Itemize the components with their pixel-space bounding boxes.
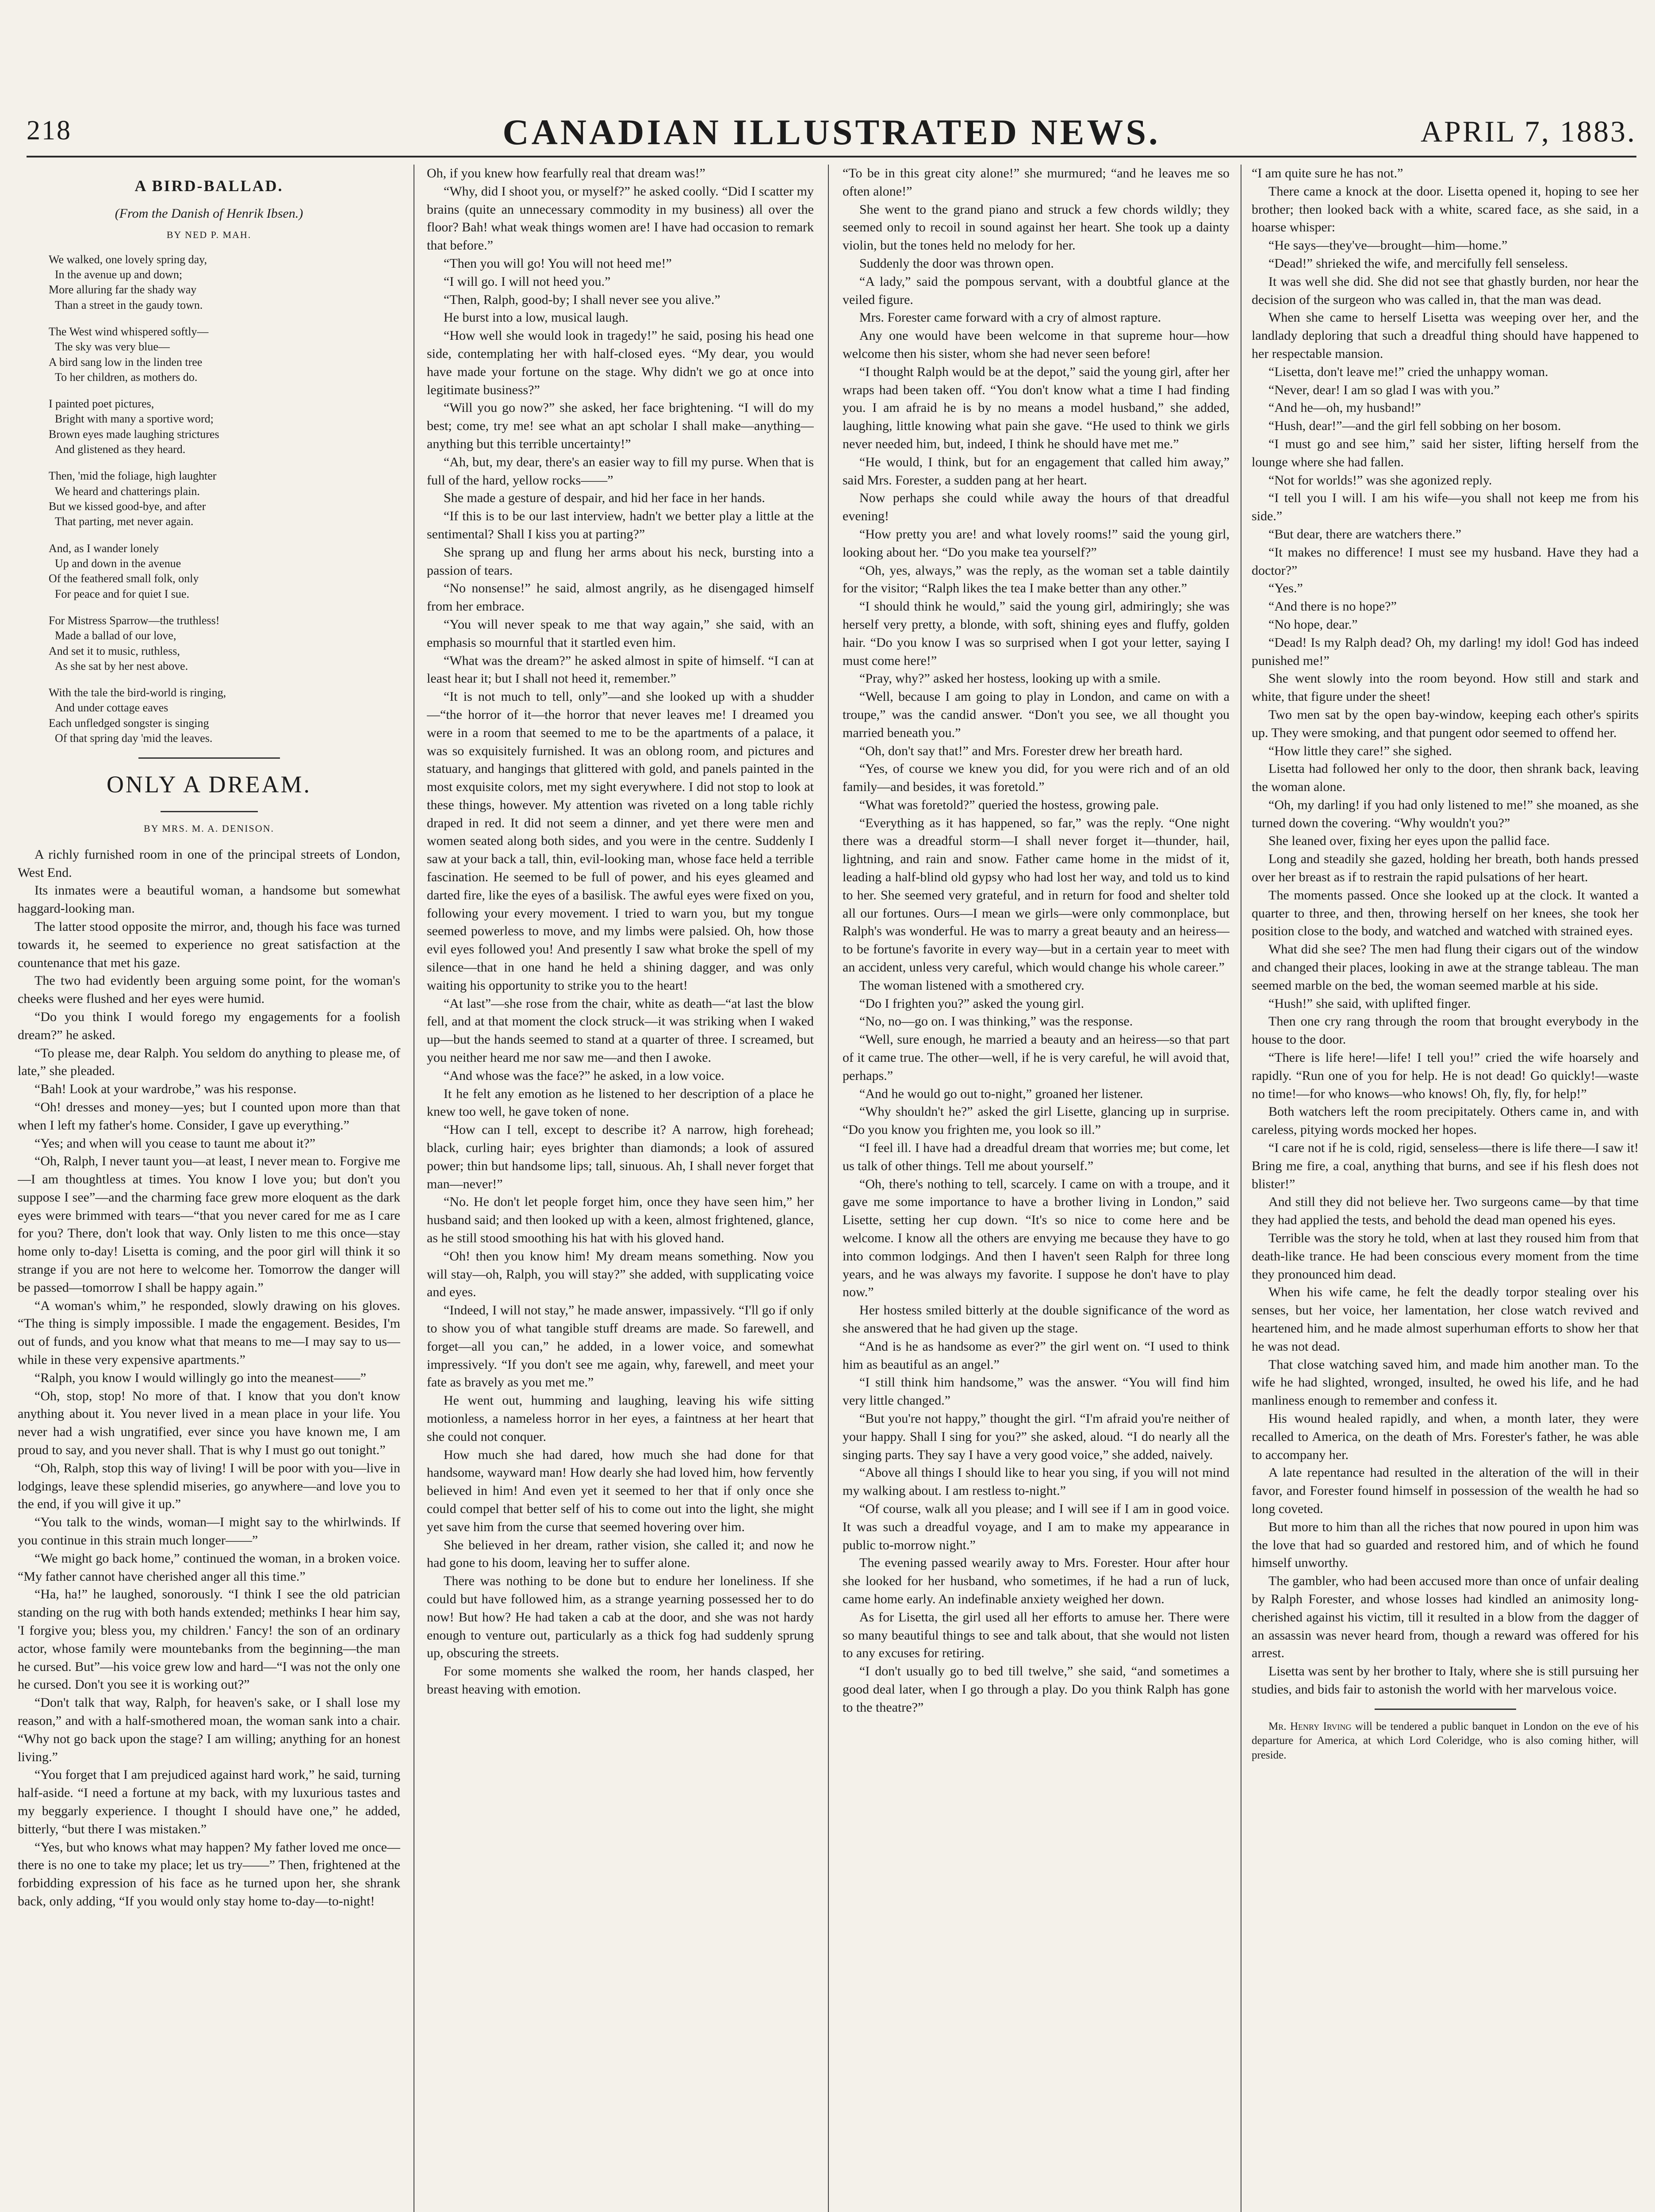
- story-paragraph: And still they did not believe her. Two surgeons came—by that time they had applied the tests, and behold the dead man opened his eyes.: [1252, 1194, 1639, 1228]
- poem-line: And glistened as they heard.: [55, 443, 186, 456]
- story-paragraph: “You forget that I am prejudiced against hard work,” he said, turning half-aside. “I need a fortune at my back, with my luxurious tastes and my beggarly experience. I thought I should have one,” he added, bitterly, “but there I was mistaken.”: [18, 1767, 400, 1836]
- story-paragraph: The two had evidently been arguing some point, for the woman's cheeks were flushed and her eyes were humid.: [18, 973, 400, 1006]
- story-paragraph: She sprang up and flung her arms about his neck, bursting into a passion of tears.: [427, 545, 814, 578]
- story-paragraph: But more to him than all the riches that now poured in upon him was the love that had so guarded and restored him, and of which he found himself unworthy.: [1252, 1519, 1639, 1571]
- story-paragraph: “Why, did I shoot you, or myself?” he asked coolly. “Did I scatter my brains (quite an unnecessary commodity in my business) all over the floor? Bah! what weak things women are! I have had occasion to remark that before.”: [427, 184, 814, 253]
- story-paragraph: How much she had dared, how much she had done for that handsome, wayward man! How dearly she had loved him, how fervently believed in him! And even yet it seemed to her that if only once she could compel that better self of his to come out into the light, she might yet save him from the curse that seemed hovering over him.: [427, 1447, 814, 1534]
- story-paragraph: “Not for worlds!” was she agonized reply.: [1268, 472, 1492, 488]
- poem-line: The West wind whispered softly—: [49, 325, 209, 338]
- poem-line: Of that spring day 'mid the leaves.: [55, 732, 213, 745]
- story-paragraph: “But you're not happy,” thought the girl. “I'm afraid you're neither of your happy. Shall I sing for you?” she asked, aloud. “I do nearly all the singing parts. They say I have a very good voice,” she added, naively.: [843, 1411, 1230, 1462]
- poem-line: I painted poet pictures,: [49, 397, 154, 411]
- story-paragraph: “Why shouldn't he?” asked the girl Lisette, glancing up in surprise. “Do you know you frighten me, you look so ill.”: [843, 1104, 1230, 1137]
- story-text: [1252, 165, 1639, 1699]
- story-paragraph: Oh, if you knew how fearfully real that dream was!”: [427, 166, 705, 180]
- story-paragraph: When his wife came, he felt the deadly torpor stealing over his senses, but her voice, her lamentation, her close watch revived and heartened him, and he made almost superhuman efforts to show her that he was not dead.: [1252, 1285, 1639, 1354]
- story-paragraph: “Then you will go! You will not heed me!”: [444, 256, 672, 271]
- story-paragraph: “How can I tell, except to describe it? A narrow, high forehead; black, curling hair; eyes brighter than diamonds; a look of assured power; thin but handsome lips; tall, sinuous. Ah, I shall never forget that man—never!”: [427, 1122, 814, 1191]
- story-paragraph: Long and steadily she gazed, holding her breath, both hands pressed over her breast as if to restrain the rapid pulsations of her heart.: [1252, 852, 1639, 885]
- poem-stanza: [49, 541, 400, 602]
- story-paragraph: Suddenly the door was thrown open.: [859, 256, 1054, 271]
- section-rule: [1375, 1709, 1516, 1710]
- story-paragraph: “What was foretold?” queried the hostess, growing pale.: [859, 797, 1159, 812]
- story-paragraph: “It makes no difference! I must see my husband. Have they had a doctor?”: [1252, 545, 1639, 578]
- poem-stanza: [49, 469, 400, 529]
- poem-line: We walked, one lovely spring day,: [49, 253, 207, 266]
- poem-line: In the avenue up and down;: [55, 268, 183, 281]
- story-paragraph: “Hush, dear!”—and the girl fell sobbing on her bosom.: [1268, 419, 1561, 434]
- ballad-title: A BIRD-BALLAD.: [134, 177, 283, 195]
- story-paragraph: “I am quite sure he has not.”: [1252, 166, 1403, 180]
- irving-notice: [1252, 1720, 1639, 1763]
- poem-line: Each unfledged songster is singing: [49, 716, 209, 730]
- story-paragraph: “Yes.”: [1268, 581, 1303, 596]
- story-paragraph: “Oh, Ralph, stop this way of living! I will be poor with you—live in lodgings, leave these splendid miseries, go anywhere—and love you to the end, if you will give it up.”: [18, 1460, 400, 1512]
- story-text: [843, 165, 1230, 1717]
- story-paragraph: “You talk to the winds, woman—I might say to the whirlwinds. If you continue in this strain much longer——”: [18, 1515, 400, 1548]
- story-paragraph: “No hope, dear.”: [1268, 617, 1358, 632]
- poem-line: But we kissed good-bye, and after: [49, 500, 206, 513]
- story-paragraph: Terrible was the story he told, when at last they roused him from that death-like trance. He had been conscious every moment from the time they pronounced him dead.: [1252, 1231, 1639, 1282]
- column-divider: [828, 165, 829, 2212]
- story-paragraph: “He would, I think, but for an engagement that called him away,” said Mrs. Forester, a sudden pang at her heart.: [843, 454, 1230, 488]
- story-paragraph: The evening passed wearily away to Mrs. Forester. Hour after hour she looked for her husband, who sometimes, if he had a run of luck, came home early. An indefinable anxiety weighed her down.: [843, 1555, 1230, 1606]
- story-paragraph: “How pretty you are! and what lovely rooms!” said the young girl, looking about her. “Do you make tea yourself?”: [843, 526, 1230, 560]
- story-paragraph: Any one would have been welcome in that supreme hour—how welcome then his sister, whom she had never seen before!: [843, 328, 1230, 361]
- story-paragraph: “Ralph, you know I would willingly go into the meanest——”: [34, 1370, 366, 1385]
- poem-line: A bird sang low in the linden tree: [49, 355, 203, 369]
- story-paragraph: “I thought Ralph would be at the depot,” said the young girl, after her wraps had been taken off. “You don't know what a time I had finding you. I am afraid he is by no means a model husband,” she added, laughing, little knowing what pain she gave. “He used to think we girls never needed him, but, indeed, I think he should have met me.”: [843, 364, 1230, 451]
- story-byline: BY MRS. M. A. DENISON.: [143, 822, 274, 834]
- masthead: [27, 106, 1636, 155]
- story-paragraph: “Indeed, I will not stay,” he made answer, impassively. “I'll go if only to show you of what tangible stuff dreams are made. So farewell, and forget—all you can,” he added, in a lower voice, and somewhat impressively. “If you don't see me again, why, farewell, and meet your fate as bravely as you met me.”: [427, 1303, 814, 1390]
- story-paragraph: The gambler, who had been accused more than once of unfair dealing by Ralph Forester, and whose losses had kindled an animosity long-cherished against his victim, till it resulted in a blow from the dagger of an assassin was never heard from, though a reward was offered for his arrest.: [1252, 1574, 1639, 1661]
- story-paragraph: “We might go back home,” continued the woman, in a broken voice. “My father cannot have cherished anger all this time.”: [18, 1551, 400, 1584]
- story-paragraph: “I will go. I will not heed you.”: [444, 274, 611, 289]
- story-paragraph: The latter stood opposite the mirror, and, though his face was turned towards it, he seemed to experience no great satisfaction at the countenance that met his gaze.: [18, 919, 400, 970]
- story-paragraph: “What was the dream?” he asked almost in spite of himself. “I can at least hear it; but I shall not heed it, remember.”: [427, 653, 814, 686]
- story-paragraph: “Do I frighten you?” asked the young girl.: [859, 996, 1084, 1011]
- story-paragraph: Now perhaps she could while away the hours of that dreadful evening!: [843, 491, 1230, 524]
- poem-line: Than a street in the gaudy town.: [55, 298, 203, 311]
- story-paragraph: “Well, because I am going to play in London, and came on with a troupe,” was the candid answer. “Don't you see, we all thought you married beneath you.”: [843, 689, 1230, 740]
- ballad-subtitle: (From the Danish of Henrik Ibsen.): [115, 206, 303, 221]
- story-paragraph: “Oh, stop, stop! No more of that. I know that you don't know anything about it. You never lived in a mean place in your life. You never had a wish ungratified, ever since you have known me, I am proud to say, and you never shall. That is why I must go out tonight.”: [18, 1388, 400, 1458]
- story-paragraph: The woman listened with a smothered cry.: [859, 978, 1084, 993]
- story-paragraph: “Then, Ralph, good-by; I shall never see you alive.”: [444, 292, 720, 307]
- story-paragraph: That close watching saved him, and made him another man. To the wife he had slighted, wronged, insulted, he owed his life, and he had manliness enough to remember and confess it.: [1252, 1357, 1639, 1408]
- poem-line: And set it to music, ruthless,: [49, 644, 180, 657]
- poem-stanza: [49, 685, 400, 746]
- story-paragraph: “Oh, yes, always,” was the reply, as the woman set a table daintily for the visitor; “Ralph likes the tea I make better than any other.”: [843, 563, 1230, 596]
- story-paragraph: His wound healed rapidly, and when, a month later, they were recalled to America, on the death of Mrs. Forester's father, he was able to accompany her.: [1252, 1411, 1639, 1462]
- poem-line: With the tale the bird-world is ringing,: [49, 686, 226, 699]
- story-paragraph: “Ah, but, my dear, there's an easier way to fill my purse. When that is full of the hard, yellow rocks——”: [427, 454, 814, 488]
- story-paragraph: “Do you think I would forego my engagements for a foolish dream?” he asked.: [18, 1009, 400, 1042]
- story-paragraph: “Oh, don't say that!” and Mrs. Forester drew her breath hard.: [859, 743, 1183, 758]
- issue-date: APRIL 7, 1883.: [1421, 115, 1636, 148]
- story-paragraph: Lisetta had followed her only to the door, then shrank back, leaving the woman alone.: [1252, 761, 1639, 795]
- story-paragraph: There was nothing to be done but to endure her loneliness. If she could but have followed him, as a strange yearning possessed her to do now! But how? He had taken a cab at the door, and she was not hardy enough to venture out, particularly as a thick fog had suddenly sprung up, obscuring the streets.: [427, 1574, 814, 1661]
- story-paragraph: He burst into a low, musical laugh.: [444, 310, 628, 325]
- story-title: ONLY A DREAM.: [106, 771, 312, 798]
- story-paragraph: It was well she did. She did not see that ghastly burden, nor hear the decision of the surgeon who was called in, that the man was dead.: [1252, 274, 1639, 307]
- story-paragraph: “Will you go now?” she asked, her face brightening. “I will do my best; come, try me! see what an apt scholar I shall make—anything—anything but this terrible uncertainty!”: [427, 400, 814, 451]
- story-paragraph: “I should think he would,” said the young girl, admiringly; she was herself very pretty, a blonde, with soft, shining eyes and fluffy, golden hair. “Do you know I was so surprised when I got your letter, saying I must come here!”: [843, 599, 1230, 668]
- story-paragraph: As for Lisetta, the girl used all her efforts to amuse her. There were so many beautiful things to see and talk about, that she would not listen to any excuses for retiring.: [843, 1609, 1230, 1661]
- story-paragraph: “A lady,” said the pompous servant, with a doubtful glance at the veiled figure.: [843, 274, 1230, 307]
- notice-text: will be tendered a public banquet in London on the eve of his departure for America, at which Lord Coleridge, who is also coming hither, will preside.: [1252, 1720, 1639, 1761]
- poem-line: Bright with many a sportive word;: [55, 412, 214, 426]
- story-paragraph: She made a gesture of despair, and hid her face in her hands.: [444, 491, 765, 506]
- story-paragraph: “Dead! Is my Ralph dead? Oh, my darling! my idol! God has indeed punished me!”: [1252, 635, 1639, 668]
- header-rule: [27, 156, 1636, 157]
- story-paragraph: What did she see? The men had flung their cigars out of the window and changed their places, looking in awe at the strange tableau. The man seemed marble on the bed, the woman seemed marble at his side.: [1252, 942, 1639, 993]
- story-paragraph: “And he—oh, my husband!”: [1268, 400, 1421, 415]
- story-paragraph: “Oh! dresses and money—yes; but I counted upon more than that when I left my father's home. Consider, I gave up everything.”: [18, 1099, 400, 1133]
- story-paragraph: “There is life here!—life! I tell you!” cried the wife hoarsely and rapidly. “Run one of you for help. He is not dead! Go quickly!—waste no time!—for who knows—who knows! Oh, fly, fly, for help!”: [1252, 1050, 1639, 1101]
- story-paragraph: “And he would go out to-night,” groaned her listener.: [859, 1086, 1143, 1101]
- story-paragraph: “Oh, my darling! if you had only listened to me!” she moaned, as she turned down the covering. “Why wouldn't you?”: [1252, 797, 1639, 830]
- story-paragraph: A richly furnished room in one of the principal streets of London, West End.: [18, 847, 400, 880]
- poem-line: And under cottage eaves: [55, 701, 169, 714]
- poem-line: More alluring far the shady way: [49, 283, 197, 296]
- story-paragraph: When she came to herself Lisetta was weeping over her, and the landlady deploring that such a dreadful thing should have happened to her respectable mansion.: [1252, 310, 1639, 361]
- poem-line: Then, 'mid the foliage, high laughter: [49, 469, 217, 483]
- story-paragraph: It he felt any emotion as he listened to her description of a place he knew too well, he gave token of none.: [427, 1086, 814, 1119]
- story-paragraph: Two men sat by the open bay-window, keeping each other's spirits up. They were smoking, and that pungent odor seemed to offend her.: [1252, 707, 1639, 740]
- story-paragraph: “Dead!” shrieked the wife, and mercifully fell senseless.: [1268, 256, 1568, 271]
- poem-line: For Mistress Sparrow—the truthless!: [49, 614, 220, 627]
- story-paragraph: “No nonsense!” he said, almost angrily, as he disengaged himself from her embrace.: [427, 581, 814, 614]
- story-paragraph: Then one cry rang through the room that brought everybody in the house to the door.: [1252, 1014, 1639, 1047]
- poem-line: We heard and chatterings plain.: [55, 484, 200, 498]
- notice-lead: Mr. Henry Irving: [1268, 1720, 1352, 1732]
- column-2: [427, 165, 814, 2212]
- section-rule: [138, 757, 280, 759]
- story-paragraph: “Hush!” she said, with uplifted finger.: [1268, 996, 1471, 1011]
- story-paragraph: “Lisetta, don't leave me!” cried the unhappy woman.: [1268, 364, 1548, 379]
- story-paragraph: Mrs. Forester came forward with a cry of almost rapture.: [859, 310, 1161, 325]
- story-paragraph: She believed in her dream, rather vision, she called it; and now he had gone to his doom, leaving her to suffer alone.: [427, 1537, 814, 1571]
- column-3: [843, 165, 1230, 2212]
- poem-line: For peace and for quiet I sue.: [55, 587, 189, 600]
- story-paragraph: “No. He don't let people forget him, once they have seen him,” her husband said; and then looked up with a keen, almost frightened, glance, as he still stood smoothing his hat with his gloved hand.: [427, 1194, 814, 1246]
- story-paragraph: “Ha, ha!” he laughed, sonorously. “I think I see the old patrician standing on the rug with both hands extended; methinks I hear him say, 'I forgive you; bless you, my children.' Fancy! the son of an ordinary actor, whose family were mountebanks from the beginning—the man he cursed. But”—his voice grew low and hard—“I was not the only one he cursed. Don't you see it is working out?”: [18, 1587, 400, 1692]
- story-paragraph: “Yes; and when will you cease to taunt me about it?”: [34, 1136, 316, 1151]
- story-paragraph: “And whose was the face?” he asked, in a low voice.: [444, 1068, 724, 1083]
- poem-stanza: [49, 252, 400, 313]
- story-paragraph: “I must go and see him,” said her sister, lifting herself from the lounge where she had fallen.: [1252, 436, 1639, 469]
- story-paragraph: “If this is to be our last interview, hadn't we better play a little at the sentimental? Shall I kiss you at parting?”: [427, 509, 814, 541]
- story-paragraph: “Don't talk that way, Ralph, for heaven's sake, or I shall lose my reason,” and with a half-smothered moan, the woman sank into a chair. “Why not go back upon the stage? I am willing; anything for an honest living.”: [18, 1695, 400, 1764]
- story-paragraph: Its inmates were a beautiful woman, a handsome but somewhat haggard-looking man.: [18, 883, 400, 916]
- story-paragraph: Both watchers left the room precipitately. Others came in, and with careless, pitying words mocked her hopes.: [1252, 1104, 1639, 1137]
- story-paragraph: “Yes, but who knows what may happen? My father loved me once—there is no one to take my place; let us try——” Then, frightened at the forbidding expression of his face as he turned upon her, she shrank back, only adding, “If you would only stay home to-day—to-night!: [18, 1839, 400, 1909]
- title-rule: [161, 811, 258, 812]
- column-1: [18, 165, 400, 2212]
- poem-line: And, as I wander lonely: [49, 541, 159, 555]
- story-paragraph: A late repentance had resulted in the alteration of the will in their favor, and Forester found himself in possession of the wealth he had so long coveted.: [1252, 1465, 1639, 1516]
- poem-line: To her children, as mothers do.: [55, 370, 198, 384]
- story-paragraph: “Bah! Look at your wardrobe,” was his response.: [34, 1082, 297, 1097]
- story-paragraph: “He says—they've—brought—him—home.”: [1268, 238, 1508, 253]
- story-paragraph: She leaned over, fixing her eyes upon the pallid face.: [1268, 833, 1550, 849]
- poem-line: That parting, met never again.: [55, 515, 194, 528]
- poem-line: As she sat by her nest above.: [55, 659, 188, 672]
- story-paragraph: “Never, dear! I am so glad I was with you.”: [1268, 382, 1500, 397]
- story-paragraph: “And is he as handsome as ever?” the girl went on. “I used to think him as beautiful as an angel.”: [843, 1339, 1230, 1372]
- story-paragraph: “No, no—go on. I was thinking,” was the response.: [859, 1014, 1133, 1029]
- poem-line: Brown eyes made laughing strictures: [49, 427, 219, 441]
- story-paragraph: “I care not if he is cold, rigid, senseless—there is life there—I saw it! Bring me fire, a coal, anything that burns, and see if his flesh does not blister!”: [1252, 1141, 1639, 1191]
- story-paragraph: “You will never speak to me that way again,” she said, with an emphasis so mournful that it startled even him.: [427, 617, 814, 650]
- story-paragraph: “But dear, there are watchers there.”: [1268, 526, 1462, 541]
- story-text: [427, 165, 814, 1699]
- story-paragraph: “Pray, why?” asked her hostess, looking up with a smile.: [859, 671, 1161, 686]
- story-paragraph: The moments passed. Once she looked up at the clock. It wanted a quarter to three, and then, throwing herself on her knees, she took her position close to the body, and watched and watched with strained eyes.: [1252, 887, 1639, 939]
- story-paragraph: “I don't usually go to bed till twelve,” she said, “and sometimes a good deal later, when I go through a play. Do you think Ralph has gone to the theatre?”: [843, 1664, 1230, 1715]
- story-paragraph: “Above all things I should like to hear you sing, if you will not mind my walking about. I am restless to-night.”: [843, 1465, 1230, 1498]
- story-paragraph: “To please me, dear Ralph. You seldom do anything to please me, of late,” she pleaded.: [18, 1045, 400, 1079]
- story-text: [18, 846, 400, 1911]
- story-paragraph: “It is not much to tell, only”—and she looked up with a shudder—“the horror of it—the horror that never leaves me! I dreamed you were in a room that seemed to me to be the apartments of a palace, it was so exquisitely furnished. It was an oblong room, and pictures and statuary, and hangings that glittered with gold, and panels painted in the most exquisite colors, met my sight everywhere. I did not stop to look at these things, however. My attention was riveted on a long table richly draped in red. It did not seem a dinner, and yet there were men and women seated along both sides, and you were in the centre. Suddenly I saw at your back a tall, thin, evil-looking man, whose face held a terrible fascination. He seemed to be full of power, and his eyes gleamed and darted fire, like the eyes of a basilisk. The awful eyes were fixed on you, following your every movement. I tried to warn you, but my tongue seemed powerless to move, and my limbs were palsied. Oh, how those evil eyes followed you! And presently I saw what broke the spell of my silence—that in one hand he held a shining dagger, and was only waiting his opportunity to strike you to the heart!: [427, 689, 814, 993]
- poem-stanza: [49, 396, 400, 457]
- story-paragraph: For some moments she walked the room, her hands clasped, her breast heaving with emotion.: [427, 1664, 814, 1697]
- story-paragraph: “How well she would look in tragedy!” he said, posing his head one side, contemplating her with half-closed eyes. “My dear, you would have made your fortune on the stage. Why didn't we go at once into legitimate business?”: [427, 328, 814, 397]
- ballad-byline: BY NED P. MAH.: [166, 229, 252, 240]
- story-paragraph: “I tell you I will. I am his wife—you shall not keep me from his side.”: [1252, 491, 1639, 524]
- story-paragraph: She went slowly into the room beyond. How still and stark and white, that figure under the sheet!: [1252, 671, 1639, 704]
- story-paragraph: Lisetta was sent by her brother to Italy, where she is still pursuing her studies, and bids fair to astonish the world with her marvelous voice.: [1252, 1664, 1639, 1697]
- story-paragraph: “Oh! then you know him! My dream means something. Now you will stay—oh, Ralph, you will stay?” she added, with supplicating voice and eyes.: [427, 1248, 814, 1300]
- story-paragraph: “Well, sure enough, he married a beauty and an heiress—so that part of it came true. The other—well, if he is very careful, he will avoid that, perhaps.”: [843, 1032, 1230, 1083]
- poem-line: Up and down in the avenue: [55, 557, 181, 570]
- poem-line: Of the feathered small folk, only: [49, 572, 199, 585]
- story-paragraph: “At last”—she rose from the chair, white as death—“at last the blow fell, and at that moment the clock struck—it was striking when I waked up—but the hands seemed to stand at a quarter of three. I screamed, but you neither heard me nor saw me—and then I awoke.: [427, 996, 814, 1065]
- story-paragraph: “How little they care!” she sighed.: [1268, 743, 1452, 758]
- story-paragraph: There came a knock at the door. Lisetta opened it, hoping to see her brother; then looked back with a white, scared face, as she said, in a hoarse whisper:: [1252, 184, 1639, 235]
- story-paragraph: “And there is no hope?”: [1268, 599, 1397, 614]
- poem-stanza: [49, 613, 400, 674]
- story-paragraph: “I feel ill. I have had a dreadful dream that worries me; but come, let us talk of other things. Tell me about yourself.”: [843, 1141, 1230, 1173]
- story-paragraph: “Yes, of course we knew you did, for you were rich and of an old family—and besides, it was foretold.”: [843, 761, 1230, 795]
- story-paragraph: “Oh, there's nothing to tell, scarcely. I came on with a troupe, and it gave me some importance to have a brother living in London,” said Lisette, setting her cup down. “It's so nice to come here and be welcome. I know all the others are envying me because they have to go into common lodgings. And then I haven't seen Ralph for three long years, and he was always my favorite. I suppose he don't have to play now.”: [843, 1176, 1230, 1300]
- page-number: 218: [27, 115, 72, 146]
- story-paragraph: “Everything as it has happened, so far,” was the reply. “One night there was a dreadful storm—I shall never forget it—thunder, hail, lightning, and rain and snow. Father came home in the midst of it, leading a half-blind old gypsy who had lost her way, and told us to kind to her. She seemed very grateful, and in return for food and shelter told all our fortunes. Ours—I mean we girls—were only commonplace, but Ralph's was wonderful. He was to marry a great beauty and an heiress—to be fortune's favorite in every way—but in a certain year to meet with an accident, unless very careful, which would change his whole career.”: [843, 815, 1230, 975]
- story-paragraph: She went to the grand piano and struck a few chords wildly; they seemed only to recoil in sound against her heart. She took up a dainty violin, but the tones held no melody for her.: [843, 202, 1230, 253]
- poem-line: Made a ballad of our love,: [55, 629, 176, 642]
- story-paragraph: “Oh, Ralph, I never taunt you—at least, I never mean to. Forgive me—I am thoughtless at times. You know I love you; but don't you suppose I see”—and the charming face grew more eloquent as the dark eyes were brimmed with tears—“that you never cared for me as I care for you? There, don't look that way. Only listen to me this once—stay home only to-day! Lisetta is coming, and the poor girl will think it so strange if you are not here to welcome her. Tomorrow the danger will be passed—tomorrow I shall be happy again.”: [18, 1154, 400, 1295]
- poem-stanza: [49, 324, 400, 385]
- story-paragraph: “A woman's whim,” he responded, slowly drawing on his gloves. “The thing is simply impossible. I made the engagement. Besides, I'm out of funds, and you know what that means to me—I may say to us—while in these very expensive apartments.”: [18, 1298, 400, 1367]
- poem-line: The sky was very blue—: [55, 340, 170, 353]
- story-paragraph: He went out, humming and laughing, leaving his wife sitting motionless, a nameless horror in her eyes, a faintness at her heart that she could not conquer.: [427, 1393, 814, 1444]
- publication-title: CANADIAN ILLUSTRATED NEWS.: [502, 112, 1161, 152]
- story-paragraph: “To be in this great city alone!” she murmured; “and he leaves me so often alone!”: [843, 166, 1230, 199]
- story-paragraph: “Of course, walk all you please; and I will see if I am in good voice. It was such a dreadful voyage, and I am to make my appearance in public to-morrow night.”: [843, 1501, 1230, 1552]
- story-paragraph: Her hostess smiled bitterly at the double significance of the word as she answered that he had given up the stage.: [843, 1303, 1230, 1336]
- poem: [18, 252, 400, 746]
- column-4: [1252, 165, 1639, 2212]
- story-paragraph: “I still think him handsome,” was the answer. “You will find him very little changed.”: [843, 1375, 1230, 1408]
